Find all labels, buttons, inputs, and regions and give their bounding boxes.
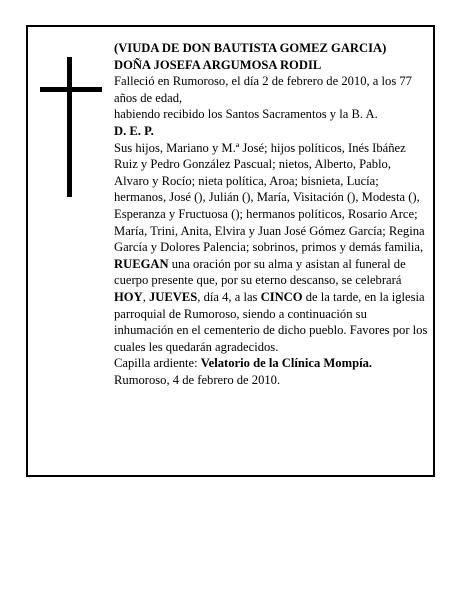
wake-label: Capilla ardiente: <box>114 356 201 371</box>
obituary-text <box>114 40 428 388</box>
place-date: Rumoroso, 4 de febrero de 2010. <box>114 372 281 387</box>
request-comma: , <box>142 289 149 304</box>
death-details: Falleció en Rumoroso, el día 2 de febrero de 2010, a los 77 años de edad, <box>114 74 412 105</box>
request-text-2: , día 4, a las <box>197 289 261 304</box>
rip-line: D. E. P. <box>114 123 154 138</box>
jueves-word: JUEVES <box>148 289 198 304</box>
cinco-word: CINCO <box>260 289 303 304</box>
obituary-notice <box>26 25 435 477</box>
funeral-request <box>114 256 428 356</box>
sacraments-line: habiendo recibido los Santos Sacramentos y la B. A. <box>114 107 378 122</box>
family-paragraph: Sus hijos, Mariano y M.ª José; hijos políticos, Inés Ibáñez Ruiz y Pedro González Pascual; nietos, Alberto, Pablo, Alvaro y Rocío; nieta política, Aroa; bisnieta, Lucía; hermanos, José (), Julián (), María, Visitación (), Modesta (), Esperanza y Fructuosa (); hermanos políticos, Rosario Arce; María, Trini, Anita, Elvira y Juan José Gómez García; Regina García y Dolores Palencia; sobrinos, primos y demás familia, <box>114 140 425 255</box>
ruegan-word: RUEGAN <box>114 256 169 271</box>
cross-horizontal-bar <box>40 87 102 92</box>
request-text-1: una oración por su alma y asistan al funeral de cuerpo presente que, por su eterno descanso, se celebrará <box>114 256 406 288</box>
request-text-3: de la tarde, en la iglesia parroquial de Rumoroso, siendo a continuación su inhumación en el cementerio de dicho pueblo. Favores por los cuales les quedarán agradecidos. <box>114 289 428 354</box>
hoy-word: HOY <box>114 289 143 304</box>
cross-vertical-bar <box>67 57 72 197</box>
wake-line <box>114 355 428 372</box>
wake-location: Velatorio de la Clínica Mompía. <box>200 356 373 371</box>
deceased-name: DOÑA JOSEFA ARGUMOSA RODIL <box>114 57 322 72</box>
widow-line: (VIUDA DE DON BAUTISTA GOMEZ GARCIA) <box>114 41 387 55</box>
cross-icon <box>40 57 102 197</box>
